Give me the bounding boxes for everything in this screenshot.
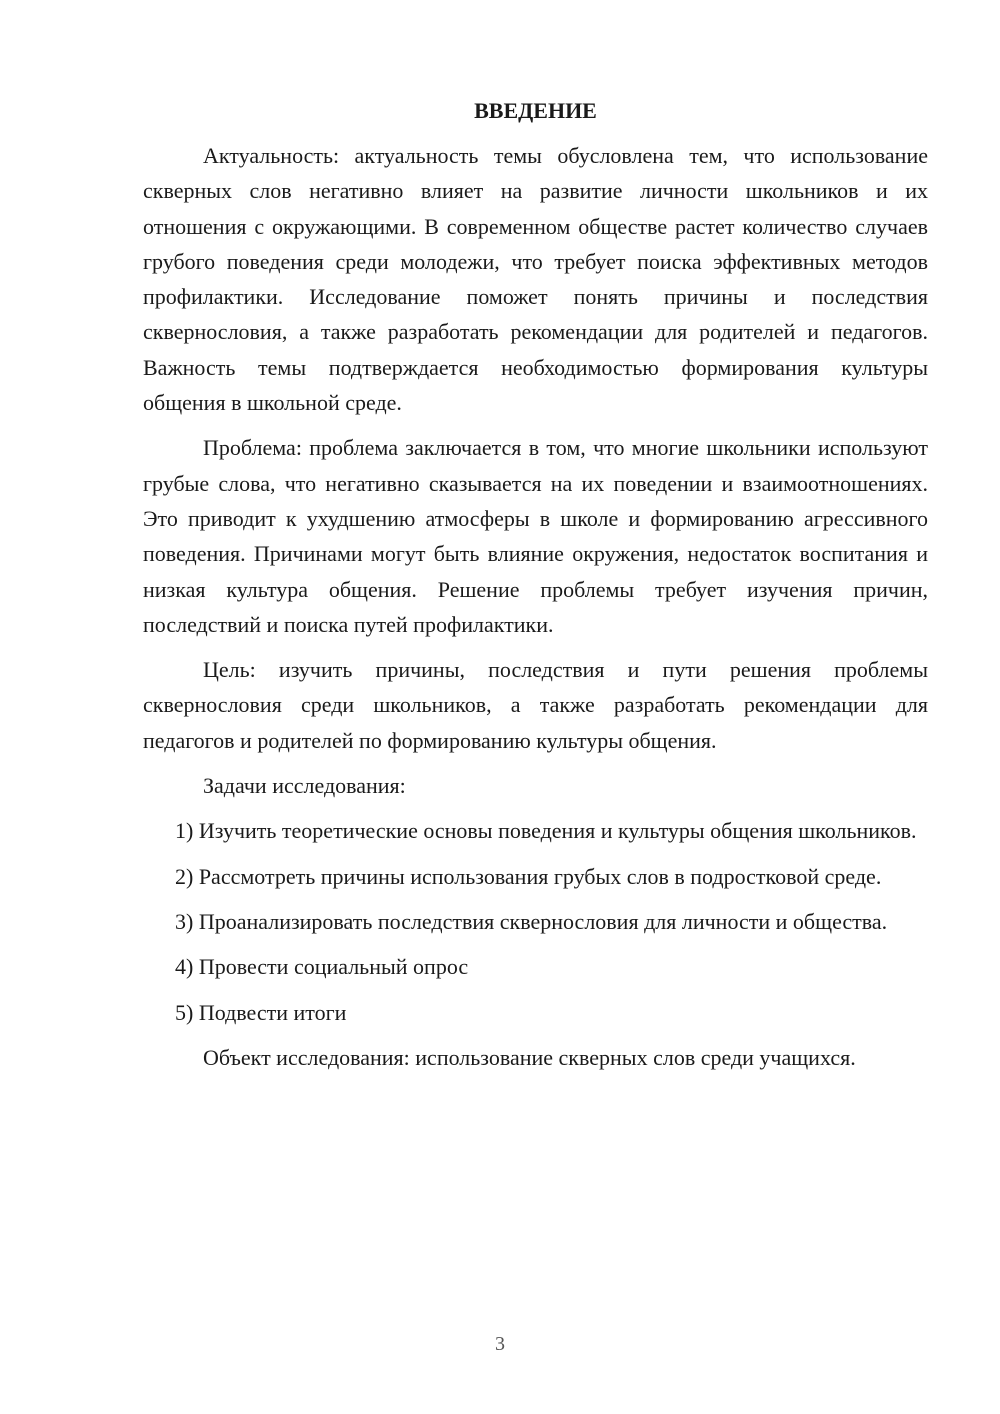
task-item-1: 1) Изучить теоретические основы поведения и культуры общения школьников. [175, 818, 917, 844]
page-number: 3 [495, 1333, 505, 1355]
paragraph-goal: Цель: изучить причины, последствия и пути решения проблемы сквернословия среди школьников, а также разработать рекомендации для педагогов и родителей по формированию культуры общения. [143, 657, 928, 753]
tasks-list [143, 813, 928, 1029]
document-page [143, 96, 928, 1085]
document-heading: ВВЕДЕНИЕ [474, 98, 597, 123]
tasks-title: Задачи исследования: [203, 773, 406, 799]
task-item-3: 3) Проанализировать последствия сквернословия для личности и общества. [175, 908, 888, 934]
paragraph-relevance: Актуальность: актуальность темы обусловлена тем, что использование скверных слов негативно влияет на развитие личности школьников и их отношения с окружающими. В современном обществе растет количество случаев грубого поведения среди молодежи, что требует поиска эффективных методов профилактики. Исследование поможет понять причины и последствия сквернословия, а также разработать рекомендации для родителей и педагогов. Важность темы подтверждается необходимостью формирования культуры общения в школьной среде. [143, 143, 928, 416]
task-item-2: 2) Рассмотреть причины использования грубых слов в подростковой среде. [175, 863, 882, 889]
paragraph-object: Объект исследования: использование скверных слов среди учащихся. [203, 1044, 856, 1070]
paragraph-problem: Проблема: проблема заключается в том, что многие школьники используют грубые слова, что негативно сказывается на их поведении и взаимоотношениях. Это приводит к ухудшению атмосферы в школе и формированию агрессивного поведения. Причинами могут быть влияние окружения, недостаток воспитания и низкая культура общения. Решение проблемы требует изучения причин, последствий и поиска путей профилактики. [143, 435, 928, 637]
task-item-5: 5) Подвести итоги [175, 999, 347, 1025]
task-item-4: 4) Провести социальный опрос [175, 954, 469, 980]
